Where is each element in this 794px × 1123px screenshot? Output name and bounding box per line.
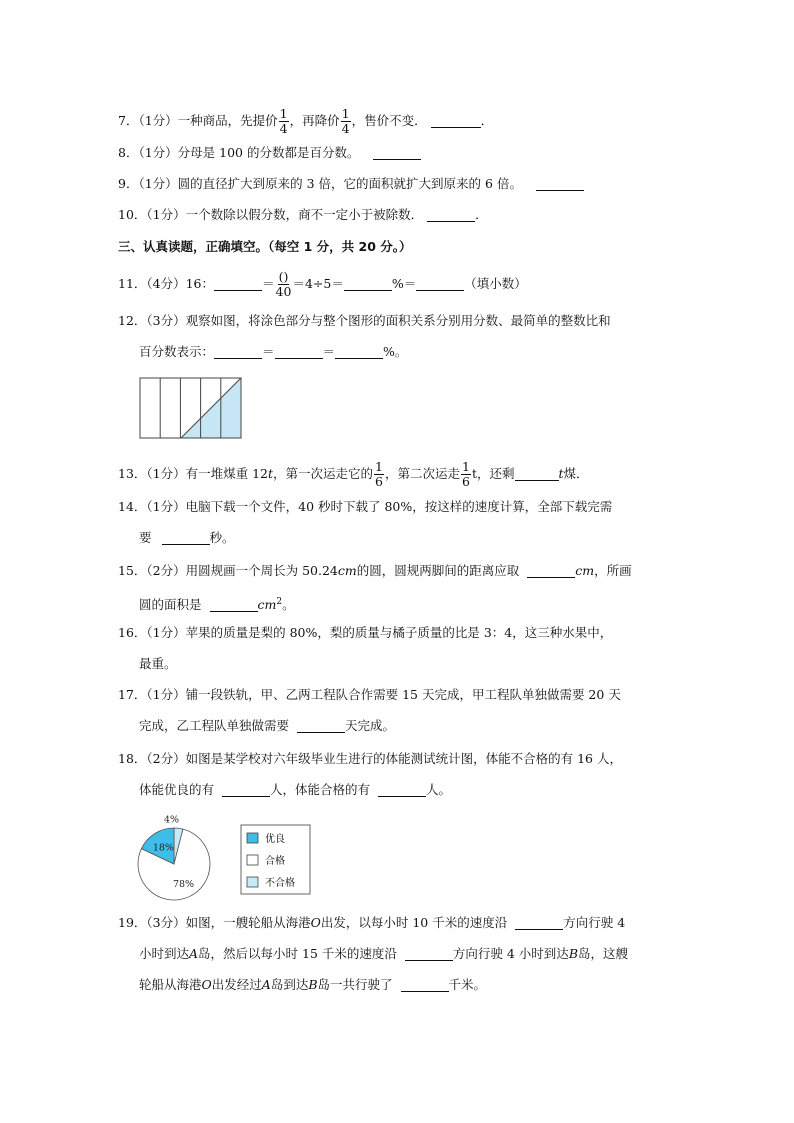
question-text: 16：: [185, 276, 215, 291]
question-12-line2: [139, 342, 407, 362]
question-text: 方向行驶 4: [563, 915, 626, 930]
legend-swatch-3: [247, 877, 258, 887]
fraction: [279, 107, 289, 136]
answer-blank[interactable]: [344, 276, 392, 291]
numerator: 1: [279, 106, 288, 121]
points: （3分）: [146, 313, 186, 328]
question-text: 岛，这艘: [578, 946, 629, 961]
legend-label-1: 优良: [265, 834, 285, 845]
answer-blank[interactable]: [416, 276, 464, 291]
answer-blank[interactable]: [275, 344, 323, 359]
question-text: 轮船从海港: [139, 977, 202, 992]
question-text: 如图，一艘轮船从海港: [185, 915, 311, 930]
question-text: %。: [383, 344, 408, 359]
question-number: 7．: [118, 113, 139, 128]
period: ．: [475, 207, 488, 222]
question-number: 9．: [118, 176, 139, 191]
question-text: 完成，乙工程队单独做需要: [139, 718, 290, 733]
question-text: 秒。: [209, 530, 235, 545]
question-text: 小时到达: [139, 946, 190, 961]
question-text: 岛一共行驶了: [317, 977, 393, 992]
question-text: 分母是 100 的分数都是百分数。: [177, 145, 360, 160]
question-text: 人。: [426, 782, 452, 797]
answer-blank[interactable]: [214, 344, 262, 359]
question-text: 。: [282, 597, 295, 613]
question-17-line1: [118, 685, 621, 705]
question-10: [118, 205, 488, 225]
points: （1分）: [146, 499, 186, 514]
points: （1分）: [138, 113, 178, 128]
legend-label-3: 不合格: [265, 878, 295, 889]
denominator: 4: [279, 121, 288, 136]
legend-swatch-1: [247, 833, 258, 843]
question-text: 的圆，圆规两脚间的距离应取: [356, 563, 520, 578]
numerator: 1: [375, 459, 383, 474]
answer-blank[interactable]: [210, 597, 258, 612]
question-text: 如图是某学校对六年级毕业生进行的体能测试统计图，体能不合格的有 16 人，: [185, 751, 622, 766]
pie-label-不合格: 4%: [163, 814, 180, 826]
question-text: 观察如图，将涂色部分与整个图形的面积关系分别用分数、最简单的整数比和: [185, 313, 611, 328]
answer-blank[interactable]: [162, 530, 210, 545]
question-15-line1: [118, 561, 632, 581]
question-17-line2: [139, 716, 395, 736]
answer-blank[interactable]: [515, 915, 563, 930]
question-text: 圆的面积是: [139, 597, 202, 613]
question-number: 11．: [118, 276, 147, 291]
answer-blank[interactable]: [527, 563, 575, 578]
question-9: [118, 174, 584, 194]
pie-label-优良: 18%: [152, 842, 174, 854]
question-11: [118, 270, 527, 299]
question-number: 17．: [118, 687, 147, 702]
question-text: 一个数除以假分数，商不一定小于被除数．: [185, 207, 424, 222]
question-text: 方向行驶 4 小时到达: [452, 946, 569, 961]
point-label: B: [568, 946, 578, 961]
answer-blank[interactable]: [373, 145, 421, 160]
question-text: ，再降价: [289, 113, 340, 128]
answer-blank[interactable]: [515, 466, 559, 481]
question-text: （填小数）: [464, 276, 527, 291]
question-16-line2: [139, 654, 177, 674]
question-18-line1: [118, 749, 622, 769]
points: （1分）: [146, 207, 186, 222]
question-number: 18．: [118, 751, 147, 766]
question-text: 百分数表示：: [139, 344, 215, 359]
question-8: [118, 143, 421, 163]
unit: t: [268, 466, 274, 481]
denominator: 6: [375, 474, 383, 489]
fraction: [461, 460, 471, 489]
question-text: 人，体能合格的有: [270, 782, 371, 797]
points: （2分）: [146, 563, 186, 578]
answer-blank[interactable]: [427, 207, 475, 222]
question-text: 体能优良的有: [139, 782, 215, 797]
question-text: 圆的直径扩大到原来的 3 倍，它的面积就扩大到原来的 6 倍。: [177, 176, 522, 191]
unit: cm: [337, 563, 357, 578]
numerator: (): [278, 269, 289, 284]
question-number: 10．: [118, 207, 147, 222]
question-19-line3: [139, 975, 486, 995]
point-label: A: [261, 977, 271, 992]
equals: ＝: [322, 344, 336, 359]
answer-blank[interactable]: [401, 977, 449, 992]
pie-chart: [136, 806, 212, 902]
question-text: ，售价不变．: [351, 113, 427, 128]
answer-blank[interactable]: [378, 782, 426, 797]
question-number: 13．: [118, 466, 147, 481]
points: （2分）: [146, 751, 186, 766]
points: （3分）: [146, 915, 186, 930]
question-text: 用圆规画一个周长为 50.24: [185, 563, 338, 578]
unit: t: [558, 466, 564, 481]
unit: cm: [257, 597, 277, 613]
question-number: 12．: [118, 313, 147, 328]
question-text: ，第二次运走: [385, 466, 461, 481]
question-number: 19．: [118, 915, 147, 930]
answer-blank[interactable]: [214, 276, 262, 291]
answer-blank[interactable]: [335, 344, 383, 359]
question-text: 煤．: [563, 466, 589, 481]
question-text: ，所画: [594, 563, 632, 578]
question-12-line1: [118, 311, 611, 331]
question-text: 千米。: [448, 977, 487, 992]
question-text: 岛，然后以每小时 15 千米的速度沿: [198, 946, 397, 961]
section-heading: 三、认真读题，正确填空。（每空 1 分，共 20 分。）: [118, 239, 412, 254]
question-18-line2: [139, 780, 451, 800]
question-19-line2: [139, 944, 628, 964]
pie-legend: [240, 824, 312, 896]
point-label: A: [189, 946, 199, 961]
numerator: 1: [462, 459, 470, 474]
shaded-rectangle-figure: [139, 377, 243, 439]
points: （1分）: [146, 466, 186, 481]
question-number: 14．: [118, 499, 147, 514]
unit: cm: [575, 563, 595, 578]
period: ．: [480, 113, 494, 128]
question-text: 电脑下载一个文件，40 秒时下载了 80%，按这样的速度计算，全部下载完需: [185, 499, 613, 514]
question-text: 要: [139, 530, 152, 545]
question-text: 有一堆煤重 12: [185, 466, 268, 481]
point-label: O: [201, 977, 212, 992]
question-number: 8．: [118, 145, 139, 160]
point-label: B: [308, 977, 318, 992]
question-19-line1: [118, 913, 625, 933]
question-7: [118, 107, 493, 136]
question-number: 15．: [118, 563, 147, 578]
question-text: 天完成。: [345, 718, 396, 733]
question-13: [118, 460, 589, 489]
denominator: 40: [275, 284, 292, 299]
fraction: [374, 460, 384, 489]
points: （1分）: [146, 625, 186, 640]
question-text: 一种商品，先提价: [177, 113, 278, 128]
legend-swatch-2: [247, 855, 258, 865]
points: （1分）: [138, 145, 178, 160]
answer-blank[interactable]: [431, 113, 481, 128]
question-15-line2: [139, 592, 295, 615]
points: （4分）: [146, 276, 186, 291]
pie-label-合格: 78%: [172, 879, 195, 891]
legend-label-2: 合格: [265, 856, 285, 867]
question-14-line2: [139, 528, 235, 548]
point-label: O: [310, 915, 321, 930]
superscript: 2: [276, 597, 283, 607]
question-text: t，还剩: [471, 466, 515, 481]
equals: ＝: [262, 344, 275, 359]
question-14-line1: [118, 497, 612, 517]
answer-blank[interactable]: [297, 718, 345, 733]
question-number: 16．: [118, 625, 147, 640]
answer-blank[interactable]: [222, 782, 270, 797]
numerator: 1: [341, 106, 350, 121]
question-text: 铺一段铁轨，甲、乙两工程队合作需要 15 天完成，甲工程队单独做需要 20 天: [185, 687, 621, 702]
question-text: 苹果的质量是梨的 80%，梨的质量与橘子质量的比是 3：4，这三种水果中，: [185, 625, 613, 640]
question-16-line1: [118, 623, 612, 643]
question-text: 最重。: [139, 656, 177, 671]
question-text: %＝: [391, 276, 417, 291]
points: （1分）: [146, 687, 186, 702]
question-text: ＝4÷5＝: [292, 276, 344, 291]
denominator: 6: [462, 474, 470, 489]
points: （1分）: [138, 176, 178, 191]
fraction: [341, 107, 351, 136]
question-text: 出发经过: [211, 977, 262, 992]
question-text: ，第一次运走它的: [273, 466, 374, 481]
equals: ＝: [262, 276, 275, 291]
question-text: 出发，以每小时 10 千米的速度沿: [320, 915, 508, 930]
answer-blank[interactable]: [405, 946, 453, 961]
fraction: [276, 270, 292, 299]
answer-blank[interactable]: [536, 176, 584, 191]
question-text: 岛到达: [270, 977, 309, 992]
denominator: 4: [341, 121, 350, 136]
